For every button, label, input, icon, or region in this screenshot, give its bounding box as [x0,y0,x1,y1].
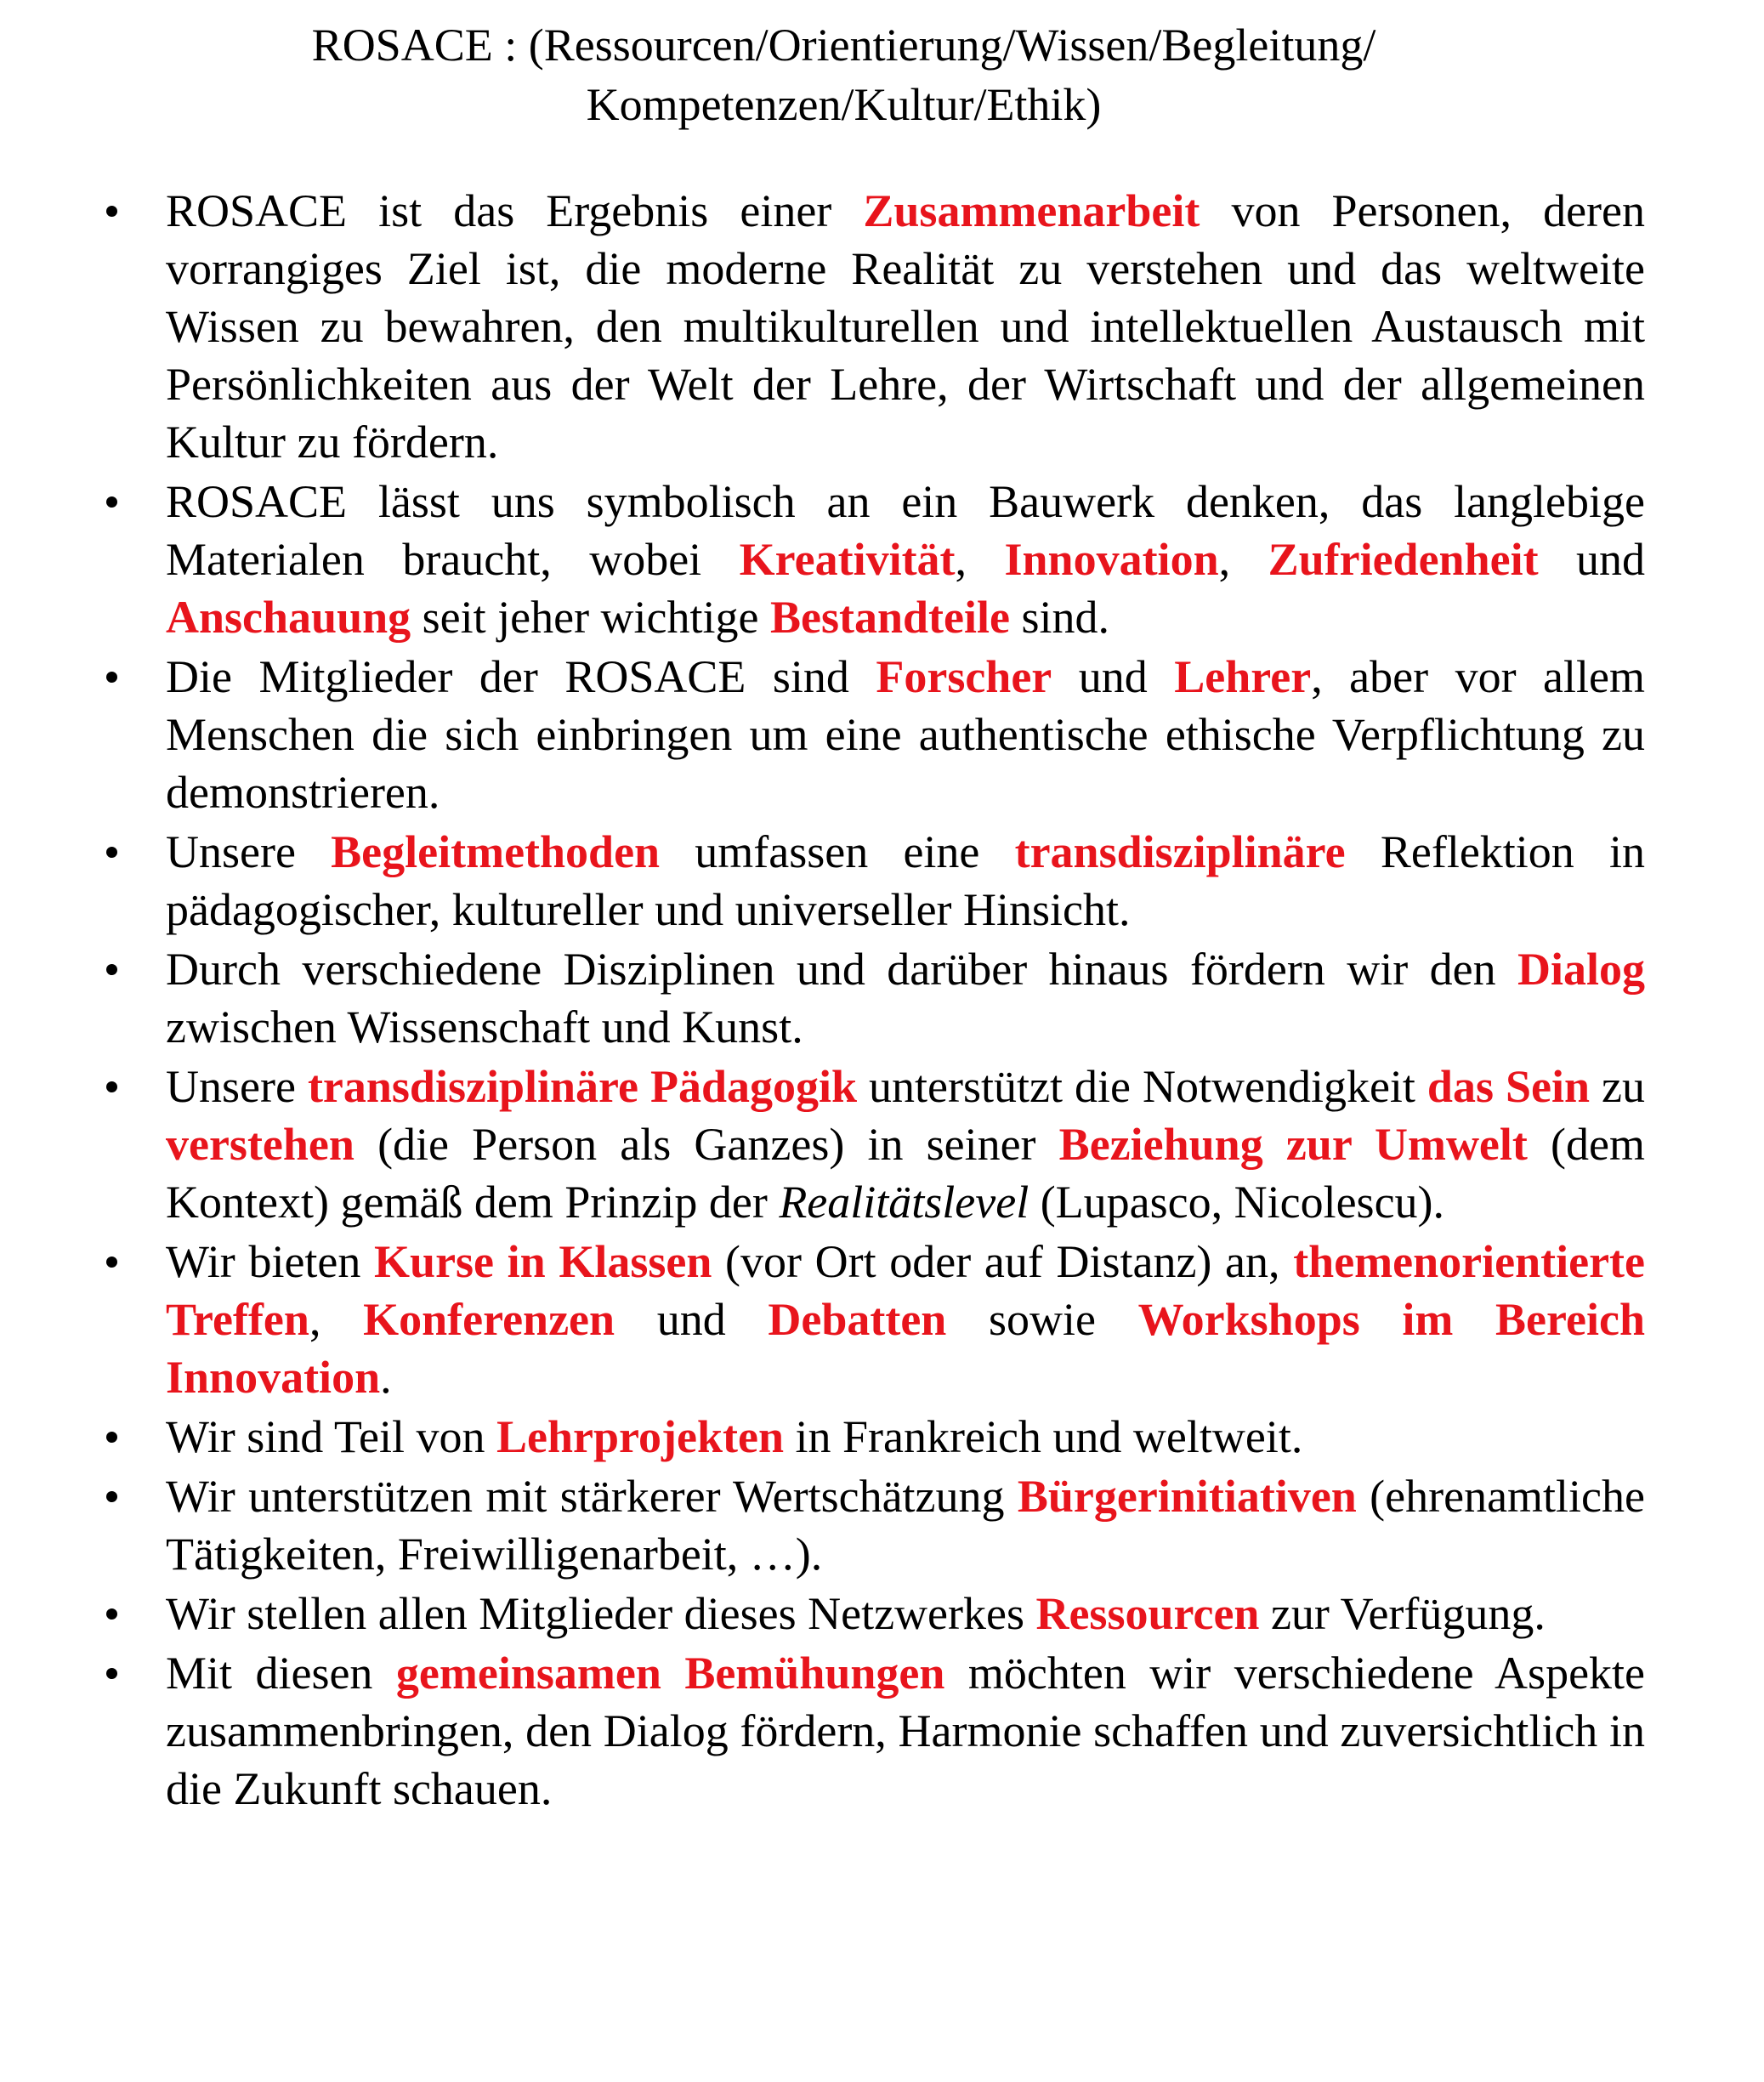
highlighted-term: Beziehung zur Umwelt [1058,1119,1528,1170]
highlighted-term: Lehrprojekten [496,1411,785,1462]
bullet-text: und [615,1294,769,1345]
highlighted-term: das Sein [1427,1061,1591,1112]
highlighted-term: Bürgerinitiativen [1017,1471,1357,1522]
highlighted-term: Innovation [1004,534,1219,585]
bullet-text: sind. [1009,592,1110,643]
highlighted-term: verstehen [166,1119,355,1170]
bullet-text: Unsere [166,1061,308,1112]
bullet-point-icon [106,964,117,975]
highlighted-term: Lehrer [1174,651,1312,702]
bullet-text: Mit diesen [166,1648,396,1699]
bullet-text: (ehrenamtliche Tätigkeiten, Freiwilligenarbeit, …). [166,1471,1645,1580]
bullet-item [166,1585,1645,1642]
bullet-text: ROSACE lässt uns symbolisch an ein Bauwerk denken, das langlebige Materialen braucht, wobei [166,476,1645,585]
bullet-text: , [309,1294,364,1345]
highlighted-term: Ressourcen [1035,1588,1260,1639]
bullet-item [166,473,1645,646]
highlighted-term: gemeinsamen Bemühungen [395,1648,945,1699]
highlighted-term: Anschauung [166,592,411,643]
bullet-text: seit jeher wichtige [411,592,770,643]
bullet-point-icon [106,1491,117,1502]
highlighted-term: Debatten [768,1294,947,1345]
title-line-2: Kompetenzen/Kultur/Ethik) [586,79,1102,130]
bullet-point-icon [106,1257,117,1268]
highlighted-term: Workshops im Bereich Innovation [166,1294,1645,1403]
bullet-text: sowie [946,1294,1138,1345]
bullet-point-icon [106,672,117,683]
bullet-item [166,1408,1645,1466]
bullet-point-icon [106,1608,117,1620]
bullet-text: und [1538,534,1646,585]
bullet-text: Wir sind Teil von [166,1411,497,1462]
bullet-point-icon [106,206,117,217]
highlighted-term: Forscher [876,651,1052,702]
bullet-text: . [380,1352,392,1403]
bullet-item [166,940,1645,1056]
bullet-item [166,1644,1645,1818]
bullet-text: (Lupasco, Nicolescu). [1029,1177,1445,1228]
highlighted-term: Zusammenarbeit [863,185,1200,236]
bullet-text: (vor Ort oder auf Distanz) an, [712,1236,1294,1287]
bullet-text: zur Verfügung. [1259,1588,1546,1639]
title-line-1: ROSACE : (Ressourcen/Orientierung/Wissen/Begleitung/ [311,20,1376,71]
bullet-point-icon [106,496,117,508]
bullet-text: in Frankreich und weltweit. [784,1411,1303,1462]
highlighted-term: transdisziplinäre Pädagogik [307,1061,858,1112]
highlighted-term: themenorientierte Treffen [166,1236,1645,1345]
bullet-text: möchten wir verschiedene Aspekte zusammenbringen, den Dialog fördern, Harmonie schaffen und zuversichtlich in die Zukunft schauen. [166,1648,1646,1814]
bullet-text: , [955,534,1005,585]
bullet-text: Durch verschiedene Disziplinen und darüber hinaus fördern wir den [166,944,1517,995]
bullet-point-icon [106,1081,117,1092]
bullet-text: Wir unterstützen mit stärkerer Wertschätzung [166,1471,1018,1522]
bullet-item [166,1467,1645,1583]
bullet-item [166,1233,1645,1406]
bullet-text: (die Person als Ganzes) in seiner [354,1119,1059,1170]
bullet-text: und [1052,651,1175,702]
highlighted-term: Dialog [1517,944,1645,995]
bullet-text: Wir bieten [166,1236,375,1287]
highlighted-term: transdisziplinäre [1014,826,1346,877]
bullet-point-icon [106,1668,117,1679]
bullet-list [166,182,1645,1819]
highlighted-term: Kurse in Klassen [374,1236,712,1287]
highlighted-term: Zufriedenheit [1268,534,1539,585]
bullet-item [166,1058,1645,1231]
bullet-text: unterstützt die Notwendigkeit [857,1061,1427,1112]
bullet-text: Die Mitglieder der ROSACE sind [166,651,876,702]
bullet-text: , aber vor allem Menschen die sich einbringen um eine authentische ethische Verpflichtung zu demonstrieren. [166,651,1645,818]
bullet-text: von Personen, deren vorrangiges Ziel ist, die moderne Realität zu verstehen und das weltweite Wissen zu bewahren, den multikulturellen und intellektuellen Austausch mit Persönlichkeiten aus der Welt der Lehre, der Wirtschaft und der allgemeinen Kultur zu fördern. [166,185,1645,468]
highlighted-term: Bestandteile [770,592,1010,643]
bullet-text: (dem Kontext) gemäß dem Prinzip der [166,1119,1645,1228]
bullet-text: zwischen Wissenschaft und Kunst. [166,1001,803,1052]
bullet-point-icon [106,1432,117,1443]
page-title [0,15,1687,134]
bullet-item [166,182,1645,471]
bullet-item [166,823,1645,939]
bullet-text: ROSACE ist das Ergebnis einer [166,185,864,236]
bullet-text: umfassen eine [660,826,1015,877]
bullet-text: zu [1590,1061,1645,1112]
highlighted-term: Kreativität [739,534,956,585]
bullet-text: , [1218,534,1268,585]
bullet-point-icon [106,847,117,858]
bullet-text: Wir stellen allen Mitglieder dieses Netzwerkes [166,1588,1036,1639]
bullet-text: Unsere [166,826,332,877]
italic-term: Realitätslevel [779,1177,1029,1228]
bullet-item [166,648,1645,821]
highlighted-term: Konferenzen [363,1294,615,1345]
highlighted-term: Begleitmethoden [331,826,661,877]
bullet-text: Reflektion in pädagogischer, kultureller und universeller Hinsicht. [166,826,1646,935]
